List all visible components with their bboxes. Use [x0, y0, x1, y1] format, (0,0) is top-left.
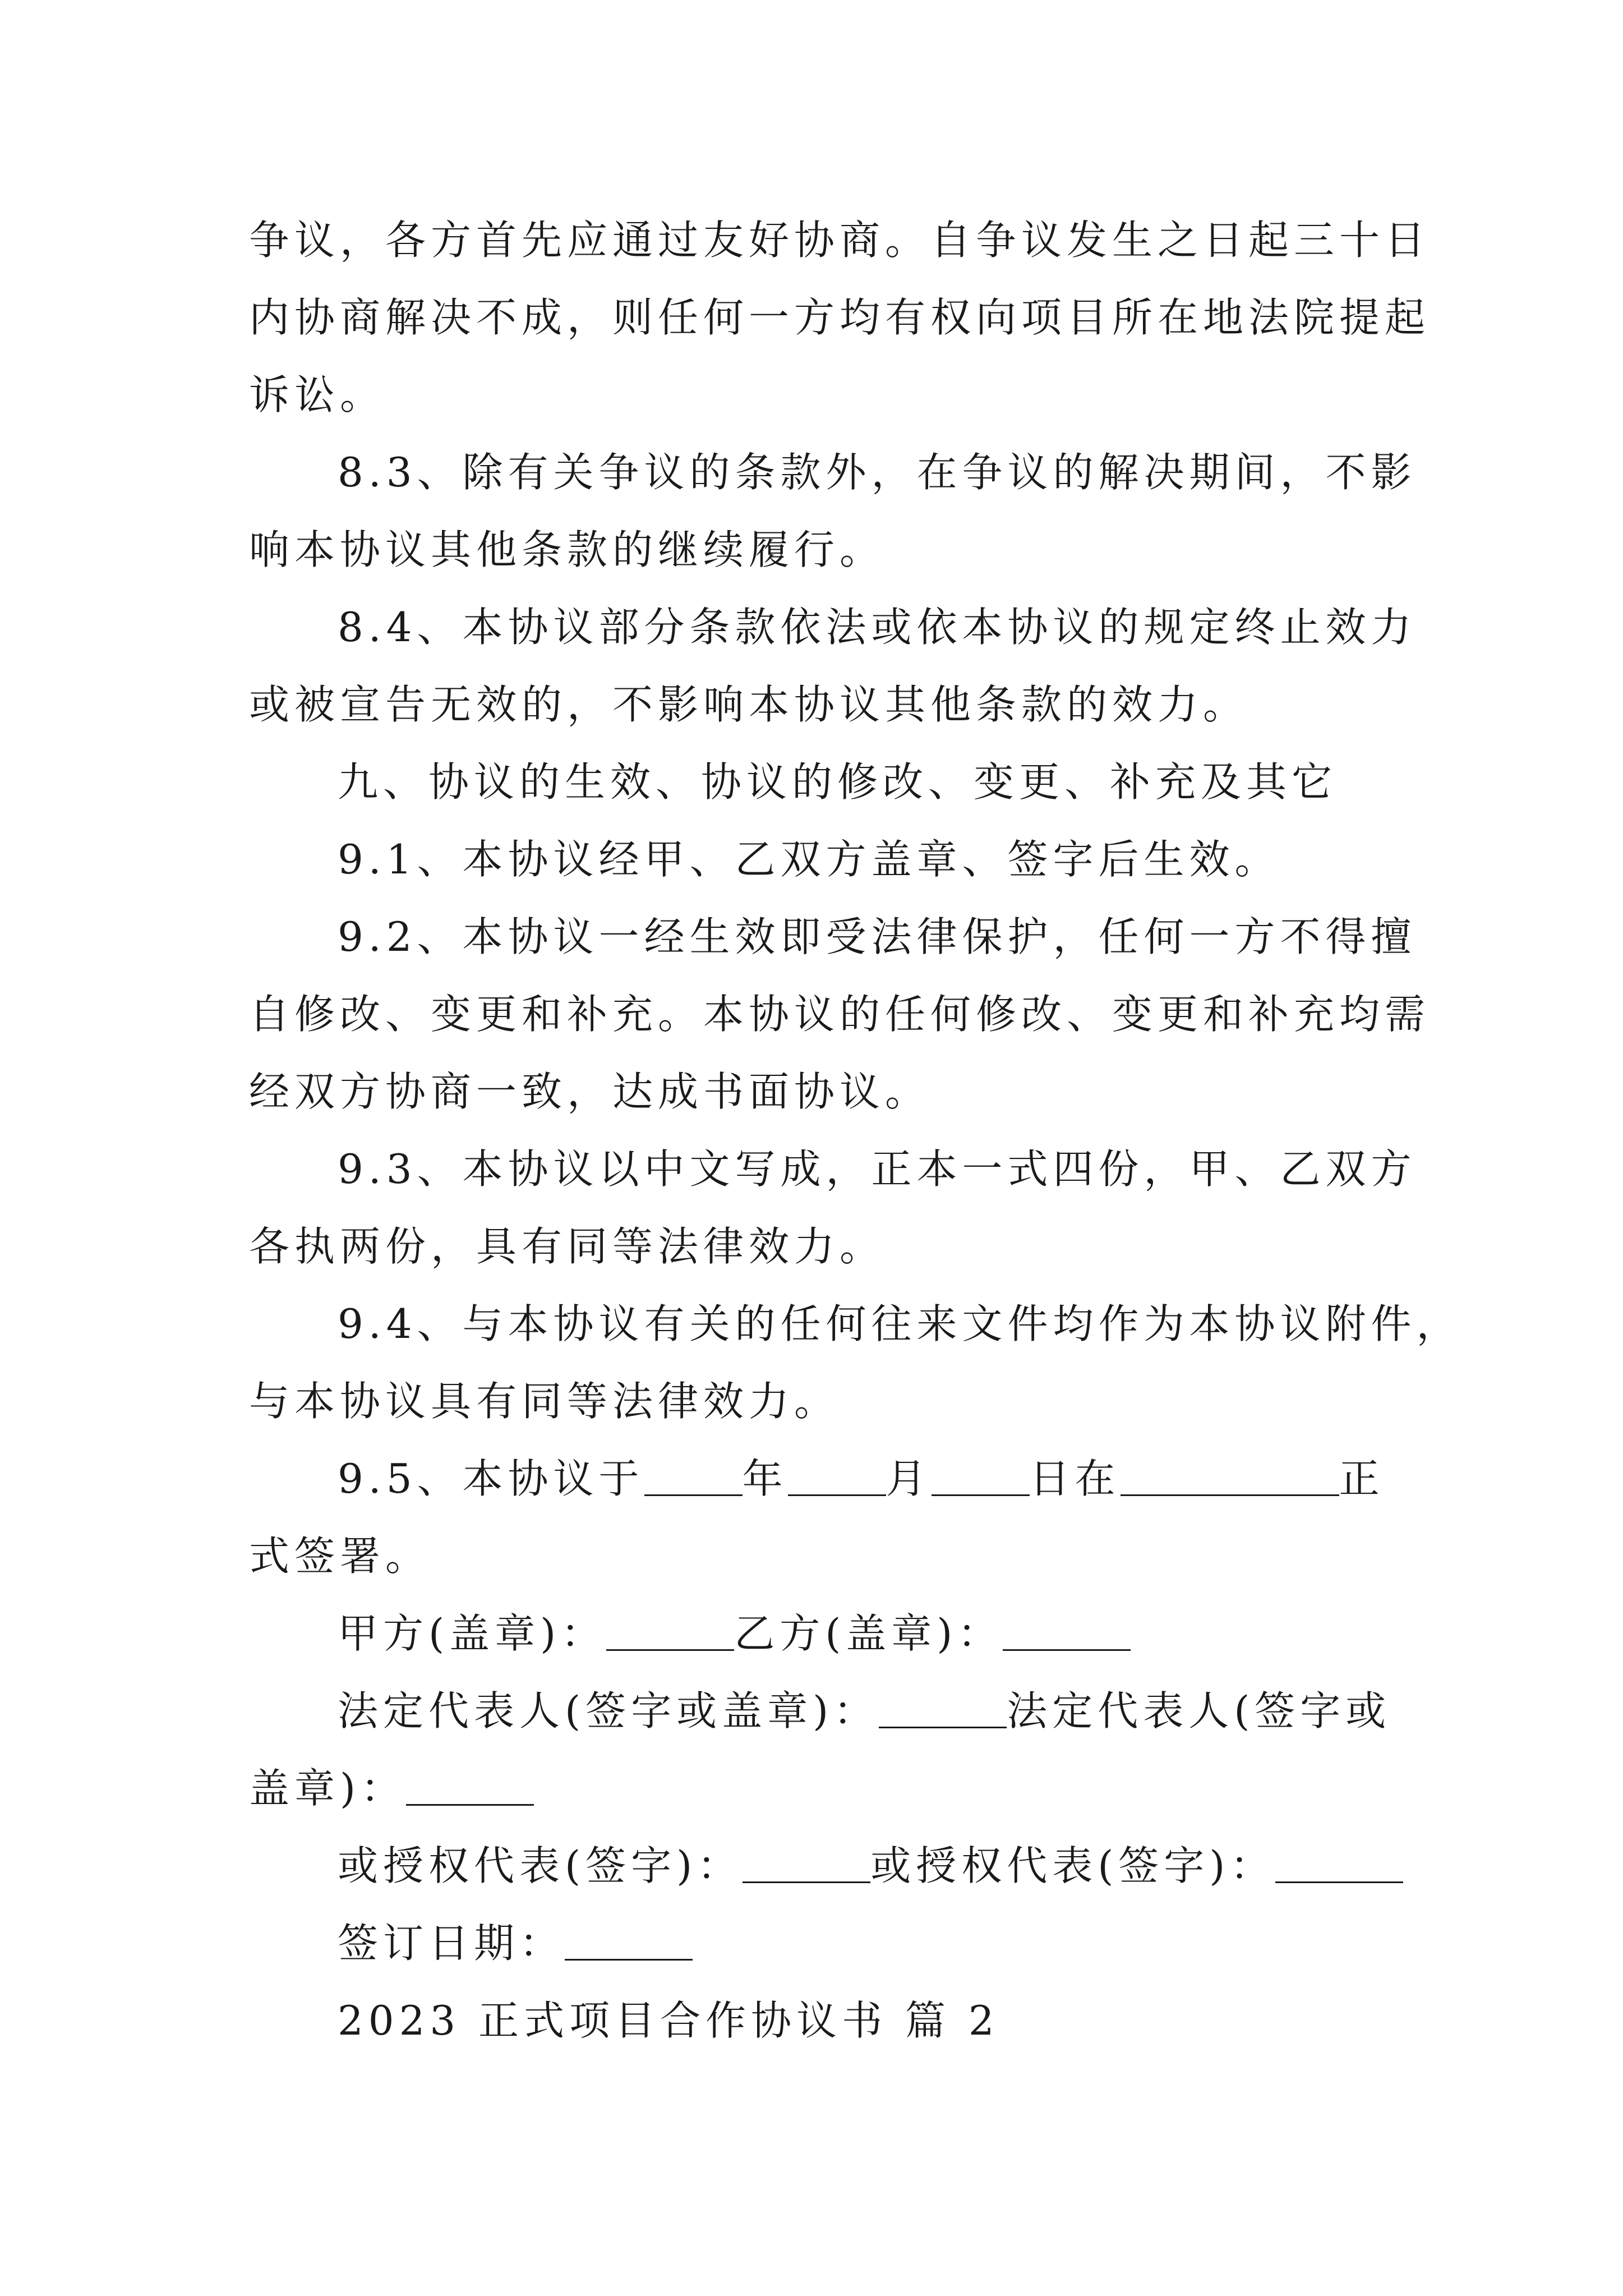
paragraph-line: 或被宣告无效的，不影响本协议其他条款的效力。	[249, 681, 1249, 728]
party-a-seal-blank	[606, 1609, 734, 1651]
month-label: 月	[886, 1455, 932, 1502]
section-9-heading: 九、协议的生效、协议的修改、变更、补充及其它	[338, 758, 1338, 806]
clause-9-1: 9.1、本协议经甲、乙双方盖章、签字后生效。	[338, 836, 1280, 883]
auth-rep-b-blank	[1275, 1841, 1403, 1883]
paragraph-line: 响本协议其他条款的继续履行。	[249, 526, 886, 573]
sign-date-label: 签订日期：	[338, 1920, 565, 1967]
legal-rep-line	[338, 1680, 1399, 1742]
year-label: 年	[742, 1455, 788, 1502]
paragraph-line: 各执两份，具有同等法律效力。	[249, 1223, 886, 1270]
next-document-title: 2023 正式项目合作协议书 篇 2	[338, 1997, 999, 2044]
clause-9-5-prefix: 9.5、本协议于	[338, 1455, 644, 1502]
place-blank	[1121, 1454, 1339, 1496]
auth-rep-line	[338, 1834, 1399, 1897]
clause-8-3: 8.3、除有关争议的条款外，在争议的解决期间，不影	[338, 449, 1417, 496]
clause-8-4: 8.4、本协议部分条款依法或依本协议的规定终止效力	[338, 604, 1417, 651]
paragraph-line: 内协商解决不成，则任何一方均有权向项目所在地法院提起	[249, 294, 1431, 341]
auth-rep-a-blank	[743, 1841, 870, 1883]
party-a-seal-label: 甲方(盖章)：	[338, 1610, 607, 1657]
legal-rep-line-cont	[249, 1757, 1399, 1820]
month-blank	[788, 1454, 886, 1496]
clause-9-3: 9.3、本协议以中文写成，正本一式四份，甲、乙双方	[338, 1145, 1417, 1193]
sign-date-line	[338, 1912, 1399, 1975]
day-blank	[932, 1454, 1030, 1496]
paragraph-line: 诉讼。	[249, 371, 386, 418]
clause-9-2: 9.2、本协议一经生效即受法律保护，任何一方不得擅	[338, 913, 1417, 960]
paragraph-line: 自修改、变更和补充。本协议的任何修改、变更和补充均需	[249, 991, 1431, 1038]
party-b-seal-blank	[1003, 1609, 1131, 1651]
legal-rep-b-label: 法定代表人(签字或	[1007, 1687, 1391, 1734]
day-label: 日在	[1029, 1455, 1121, 1502]
legal-rep-a-label: 法定代表人(签字或盖章)：	[338, 1687, 879, 1734]
sign-date-blank	[565, 1918, 693, 1961]
paragraph-line: 争议，各方首先应通过友好协商。自争议发生之日起三十日	[249, 217, 1431, 264]
legal-rep-a-blank	[879, 1686, 1007, 1728]
paragraph-line: 与本协议具有同等法律效力。	[249, 1378, 840, 1425]
auth-rep-b-label: 或授权代表(签字)：	[870, 1842, 1276, 1889]
party-b-seal-label: 乙方(盖章)：	[734, 1610, 1003, 1657]
seal-line	[338, 1602, 1399, 1665]
year-blank	[644, 1454, 743, 1496]
legal-rep-b-blank	[406, 1764, 534, 1806]
paragraph-line: 式签署。	[249, 1533, 431, 1580]
paragraph-line: 经双方协商一致，达成书面协议。	[249, 1068, 931, 1115]
clause-9-5-suffix: 正	[1339, 1455, 1385, 1502]
auth-rep-a-label: 或授权代表(签字)：	[338, 1842, 743, 1889]
clause-9-5	[338, 1447, 1399, 1510]
legal-rep-b-label-cont: 盖章)：	[249, 1765, 407, 1812]
clause-9-4: 9.4、与本协议有关的任何往来文件均作为本协议附件，	[338, 1300, 1462, 1347]
